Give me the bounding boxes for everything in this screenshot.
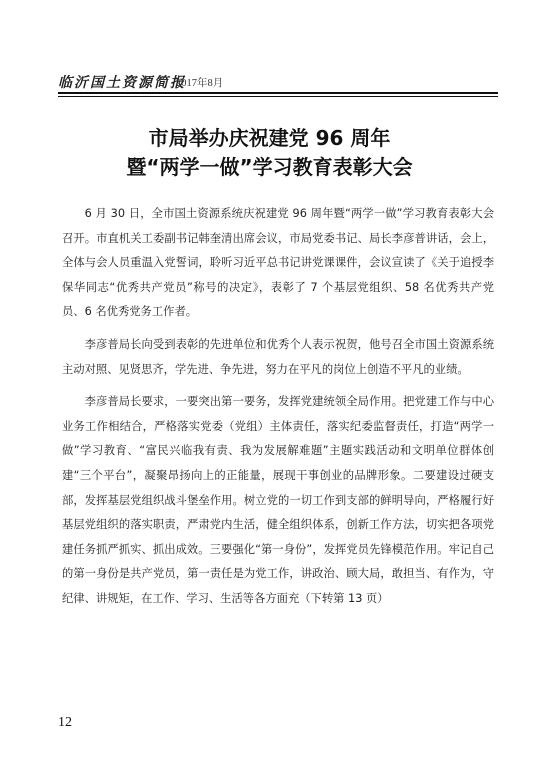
article-title-line-1: 市局举办庆祝建党 96 周年 [148,126,391,150]
page-number: 12 [58,715,72,730]
article-body [62,202,494,620]
publication-name: 临沂国土资源简报 [58,75,186,91]
header-rule [58,92,498,94]
paragraph: 6 月 30 日，全市国土资源系统庆祝建党 96 周年暨“两学一做”学习教育表彰大会召开。市直机关工委副书记韩奎清出席会议，市局党委书记、局长李彦普讲话，会上，全体与会人员重温入党誓词，聆听习近平总书记讲党课课件，会议宣读了《关于追授李保华同志“优秀共产党员”称号的决定》，表彰了 7 个基层党组织、58 名优秀共产党员、6 名优秀党务工作者。 [62,207,494,319]
paragraph: 李彦普局长向受到表彰的先进单位和优秀个人表示祝贺，他号召全市国土资源系统主动对照、见贤思齐，学先进、争先进，努力在平凡的岗位上创造不平凡的业绩。 [62,337,494,376]
article-title-line-2: 暨“两学一做”学习教育表彰大会 [126,155,413,179]
header-rule-thin [58,96,498,97]
page-header [58,60,498,90]
paragraph: 李彦普局长要求，一要突出第一要务，发挥党建统领全局作用。把党建工作与中心业务工作相结合，严格落实党委（党组）主体责任，落实纪委监督责任，打造“两学一做”学习教育、“富民兴临我有责、我为发展解难题”主题实践活动和文明单位群体创建“三个平台”，凝聚昂扬向上的正能量，展现干事创业的品牌形象。二要建设过硬支部，发挥基层党组织战斗堡垒作用。树立党的一切工作到支部的鲜明导向，严格履行好基层党组织的落实职责，严肃党内生活，健全组织体系，创新工作方法，切实把各项党建任务抓严抓实、抓出成效。三要强化“第一身份”，发挥党员先锋模范作用。牢记自己的第一身份是共产党员，第一责任是为党工作，讲政治、顾大局，敢担当、有作为，守纪律、讲规矩，在工作、学习、生活等各方面充（下转第 13 页） [62,395,494,605]
issue-date: 2017年8月 [176,78,224,89]
